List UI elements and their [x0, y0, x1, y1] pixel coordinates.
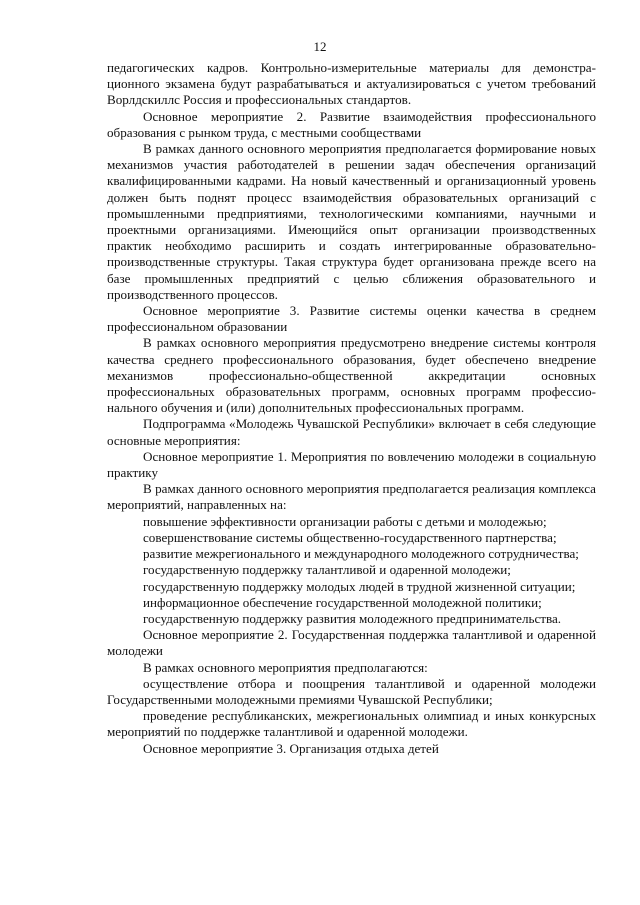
- list-item: совершенствование системы общественно-государственного партнерства;: [143, 529, 557, 545]
- page-number: 12: [313, 39, 327, 54]
- paragraph: В рамках данного основного мероприятия предполагается реализация комплекса мероприятий, направленных на:: [107, 481, 596, 513]
- document-body: [107, 60, 596, 757]
- list-item: государственную поддержку талантливой и одаренной молодежи;: [143, 562, 511, 578]
- list-item: повышение эффективности организации работы с детьми и молодежью;: [143, 513, 547, 529]
- list-item: осуществление отбора и поощрения талантливой и одаренной молодежи Государственными молодежными премиями Чувашской Республики;: [107, 675, 596, 707]
- paragraph: педагогических кадров. Контрольно-измерительные материалы для демонстрационного экзамена будут разрабатываться и актуализироваться с учетом требований Ворлдскиллс Россия и профессиональных стандартов.: [107, 60, 596, 108]
- paragraph: В рамках данного основного мероприятия предполагается формирование новых механизмов участия работодателей в решении задач обеспечения организаций квалифицированными кадрами. На новый качественный и организационный уровень должен быть поднят процесс взаимодействия образовательных организаций с промышленными предприятиями, технологическими компаниями, научными и проектными организациями. Имеющийся опыт организации производственных практик необходимо расширить и создать интегрированные образовательно-производственные структуры. Такая структура будет организована прежде всего на базе промышленных предприятий с целью сближения образовательного и производственного процессов.: [107, 141, 596, 302]
- list-item: информационное обеспечение государственной молодежной политики;: [143, 594, 542, 610]
- section-heading: Основное мероприятие 2. Государственная поддержка талантливой и одаренной молодежи: [107, 627, 596, 659]
- paragraph: В рамках основного мероприятия предполагаются:: [143, 659, 428, 675]
- list-item: государственную поддержку развития молодежного предпринимательства.: [143, 610, 562, 626]
- section-heading: Основное мероприятие 3. Развитие системы оценки качества в среднем профессиональном образовании: [107, 303, 596, 335]
- list-item: развитие межрегионального и международного молодежного сотрудничества;: [143, 546, 579, 562]
- paragraph: Подпрограмма «Молодежь Чувашской Республики» включает в себя следующие основные мероприятия:: [107, 416, 596, 448]
- section-heading: Основное мероприятие 3. Организация отдыха детей: [143, 740, 439, 756]
- list-item: проведение республиканских, межрегиональных олимпиад и иных конкурсных мероприятий по поддержке талантливой и одаренной молодежи.: [107, 708, 596, 740]
- list-item: государственную поддержку молодых людей в трудной жизненной ситуации;: [143, 578, 576, 594]
- section-heading: Основное мероприятие 2. Развитие взаимодействия профессионального образования с рынком труда, с местными сообществами: [107, 108, 596, 140]
- paragraph: В рамках основного мероприятия предусмотрено внедрение системы контроля качества среднего профессионального образования, будет обеспечено внедрение механизмов профессионально-общественной аккредитации основных профессиональных образовательных программ, основных программ профессионального обучения и (или) дополнительных профессиональных программ.: [107, 335, 596, 416]
- section-heading: Основное мероприятие 1. Мероприятия по вовлечению молодежи в социальную практику: [107, 448, 596, 481]
